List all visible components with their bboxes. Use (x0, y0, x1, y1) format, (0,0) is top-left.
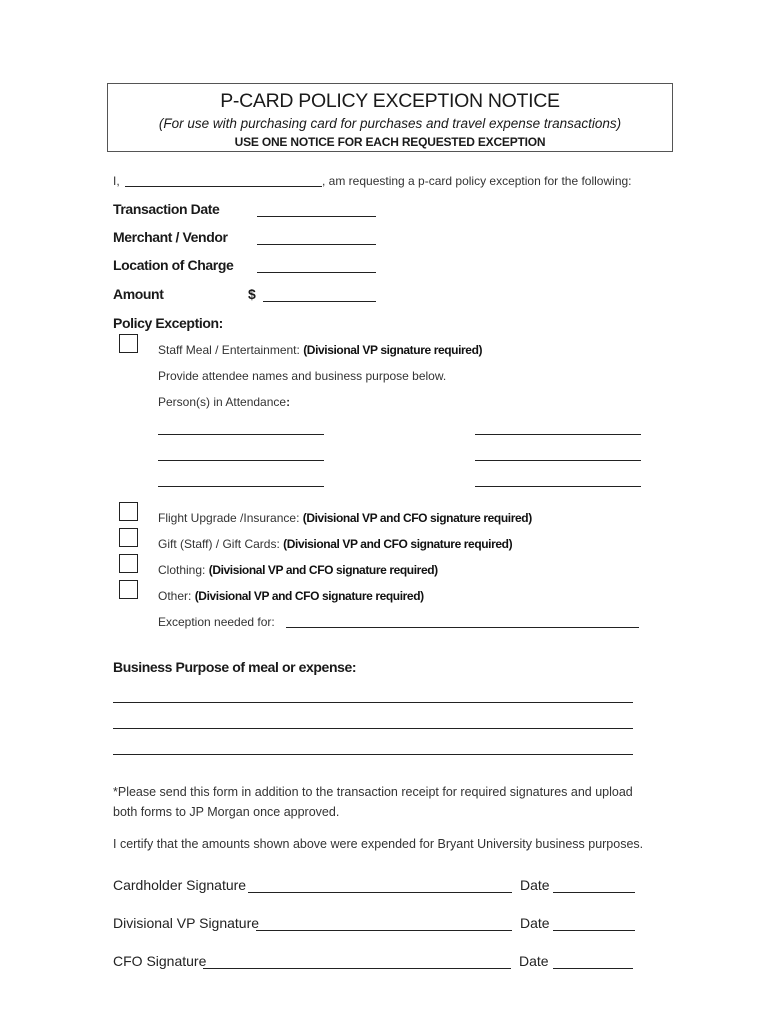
clothing-checkbox[interactable] (119, 554, 138, 573)
cfo-date-label: Date (519, 953, 549, 969)
other-label: Other: (158, 589, 192, 603)
vp-date-field[interactable] (553, 930, 635, 931)
transaction-date-field[interactable] (257, 216, 376, 217)
cfo-date-field[interactable] (553, 968, 633, 969)
form-subtitle: (For use with purchasing card for purchases and travel expense transactions) (158, 116, 622, 131)
attendee-field[interactable] (475, 486, 641, 487)
flight-upgrade-option (158, 511, 532, 525)
clothing-option (158, 563, 438, 577)
requester-name-field[interactable] (125, 186, 322, 187)
submission-note: *Please send this form in addition to the transaction receipt for required signatures and upload (113, 785, 633, 799)
gift-option (158, 537, 512, 551)
attendee-field[interactable] (158, 434, 324, 435)
exception-needed-field[interactable] (286, 627, 639, 628)
amount-label: Amount (113, 286, 164, 302)
cardholder-date-field[interactable] (553, 892, 635, 893)
certification-text: I certify that the amounts shown above were expended for Bryant University business purposes. (113, 837, 644, 851)
form-instruction: USE ONE NOTICE FOR EACH REQUESTED EXCEPTION (234, 135, 546, 149)
location-field[interactable] (257, 272, 376, 273)
business-purpose-heading: Business Purpose of meal or expense: (113, 659, 357, 675)
staff-meal-requirement: (Divisional VP signature required) (303, 343, 483, 357)
merchant-field[interactable] (257, 244, 376, 245)
cfo-signature-field[interactable] (203, 968, 511, 969)
cardholder-date-label: Date (520, 877, 550, 893)
currency-symbol: $ (248, 286, 256, 302)
policy-exception-heading: Policy Exception: (113, 315, 223, 331)
gift-requirement: (Divisional VP and CFO signature required) (283, 537, 513, 551)
attendee-field[interactable] (158, 486, 324, 487)
intro-prefix: I, (113, 174, 120, 188)
attendee-field[interactable] (475, 460, 641, 461)
gift-label: Gift (Staff) / Gift Cards: (158, 537, 280, 551)
attendee-field[interactable] (158, 460, 324, 461)
amount-field[interactable] (263, 301, 376, 302)
staff-meal-option (158, 343, 482, 357)
clothing-label: Clothing: (158, 563, 206, 577)
clothing-requirement: (Divisional VP and CFO signature required) (208, 563, 438, 577)
attendance-label-text: Person(s) in Attendance (158, 395, 287, 409)
cardholder-signature-field[interactable] (248, 892, 512, 893)
other-checkbox[interactable] (119, 580, 138, 599)
location-label: Location of Charge (113, 257, 234, 273)
attendance-colon: : (286, 395, 291, 409)
cardholder-signature-label: Cardholder Signature (113, 877, 247, 893)
flight-upgrade-label: Flight Upgrade /Insurance: (158, 511, 300, 525)
merchant-label: Merchant / Vendor (113, 229, 228, 245)
flight-upgrade-checkbox[interactable] (119, 502, 138, 521)
intro-suffix: , am requesting a p-card policy exception for the following: (322, 174, 632, 188)
flight-upgrade-requirement: (Divisional VP and CFO signature required) (302, 511, 532, 525)
form-title: P-CARD POLICY EXCEPTION NOTICE (220, 90, 560, 112)
other-option (158, 589, 424, 603)
other-requirement: (Divisional VP and CFO signature required) (194, 589, 424, 603)
business-purpose-field[interactable] (113, 702, 633, 703)
gift-checkbox[interactable] (119, 528, 138, 547)
attendee-instruction: Provide attendee names and business purpose below. (158, 369, 447, 383)
vp-signature-field[interactable] (256, 930, 512, 931)
attendance-label (158, 395, 290, 409)
transaction-date-label: Transaction Date (113, 201, 220, 217)
title-box (107, 83, 673, 152)
vp-date-label: Date (520, 915, 550, 931)
staff-meal-checkbox[interactable] (119, 334, 138, 353)
vp-signature-label: Divisional VP Signature (113, 915, 260, 931)
attendee-field[interactable] (475, 434, 641, 435)
business-purpose-field[interactable] (113, 728, 633, 729)
submission-note-continued: both forms to JP Morgan once approved. (113, 805, 340, 819)
exception-needed-label: Exception needed for: (158, 615, 275, 629)
business-purpose-field[interactable] (113, 754, 633, 755)
staff-meal-label: Staff Meal / Entertainment: (158, 343, 300, 357)
cfo-signature-label: CFO Signature (113, 953, 207, 969)
